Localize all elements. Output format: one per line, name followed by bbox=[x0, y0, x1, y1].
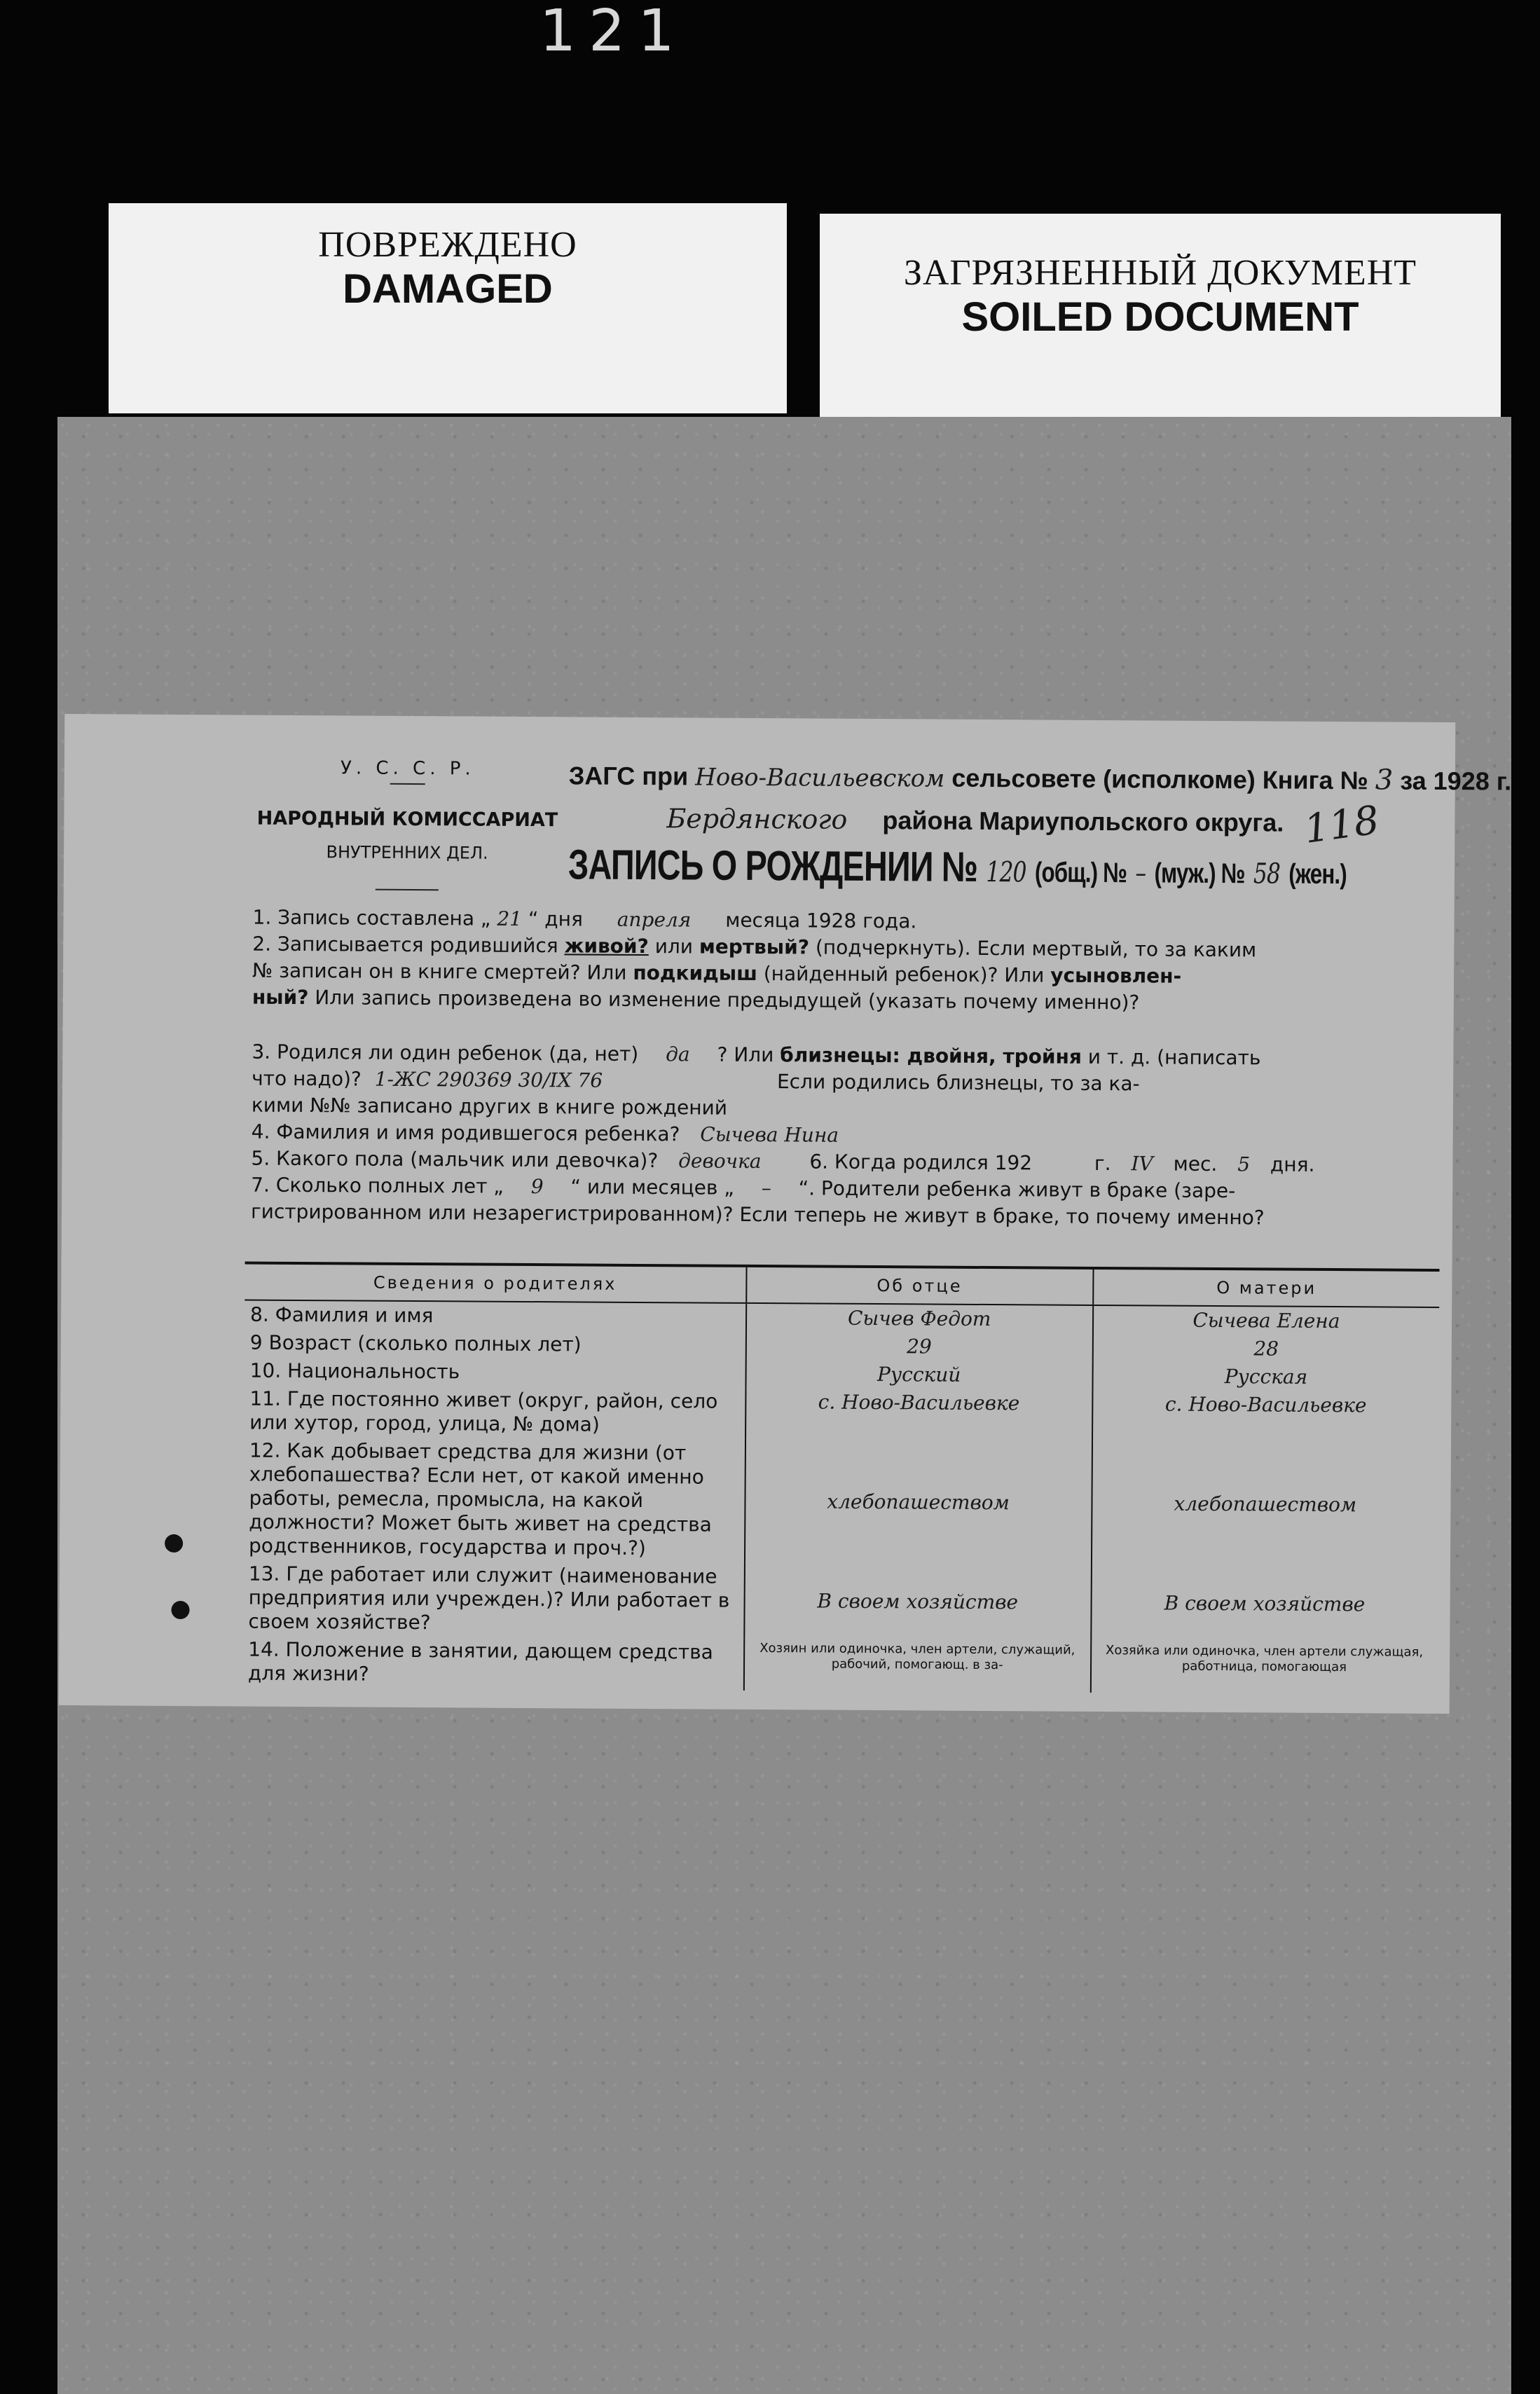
item-7-text: “. Родители ребенка живут в браке (заре- bbox=[798, 1176, 1236, 1203]
item-1-text: 1. Запись составлена „ bbox=[252, 905, 491, 930]
item-7-text: 7. Сколько полных лет „ bbox=[251, 1173, 504, 1198]
parents-table bbox=[242, 1262, 1440, 1695]
row-label: 8. Фамилия и имя bbox=[250, 1302, 434, 1328]
registry-header bbox=[568, 759, 1512, 894]
item-4-text: 4. Фамилия и имя родившегося ребенка? bbox=[251, 1120, 680, 1146]
adopted-option: усыновлен- bbox=[1050, 963, 1182, 988]
obshch-label: (общ.) № bbox=[1034, 857, 1127, 889]
age-months-handwritten: – bbox=[761, 1176, 771, 1200]
item-6-text: 6. Когда родился 192 bbox=[809, 1150, 1033, 1175]
muzh-label: (муж.) № bbox=[1154, 858, 1245, 890]
zhen-label: (жен.) bbox=[1288, 858, 1347, 890]
item-2-text: (найденный ребенок)? Или bbox=[763, 962, 1045, 987]
item-2-text: Или запись произведена во изменение предыдущей (указать почему именно)? bbox=[315, 986, 1140, 1014]
item-1-text: месяца 1928 года. bbox=[725, 908, 917, 933]
birth-month-handwritten: IV bbox=[1131, 1152, 1153, 1176]
birth-day-handwritten: 5 bbox=[1237, 1153, 1251, 1176]
col-mother-header: О матери bbox=[1093, 1268, 1440, 1307]
soviet-text: сельсовете (исполкоме) Книга № bbox=[951, 763, 1368, 795]
district-text: района Мариупольского округа. bbox=[882, 806, 1284, 837]
item-6-text: дня. bbox=[1270, 1153, 1315, 1176]
father-value: Сычев Федот bbox=[745, 1303, 1092, 1334]
item-3-text: Если родились близнецы, то за ка- bbox=[776, 1070, 1140, 1096]
mother-value: Хозяйка или одиночка, член артели служащая, работница, помогающая bbox=[1091, 1641, 1438, 1695]
soiled-label-en: SOILED DOCUMENT bbox=[961, 294, 1359, 340]
row-label: 9 Возраст (сколько полных лет) bbox=[249, 1330, 582, 1356]
sex-handwritten: девочка bbox=[678, 1149, 762, 1174]
item-2-text: 2. Записывается родившийся bbox=[252, 932, 558, 958]
item-2-text: (подчеркнуть). Если мертвый, то за каким bbox=[815, 935, 1257, 962]
item-1-text: “ дня bbox=[528, 907, 583, 931]
row-label: 13. Где работает или служит (наименование предприятия или учрежден.)? Или работает в своем хозяйстве? bbox=[248, 1562, 730, 1635]
frame-number: 121 bbox=[539, 0, 687, 64]
commissariat-label: НАРОДНЫЙ КОМИССАРИАТ bbox=[256, 807, 558, 832]
table-row bbox=[242, 1560, 1438, 1643]
item-3-text: 3. Родился ли один ребенок (да, нет) bbox=[252, 1040, 639, 1066]
item-7-text: гистрированном или незарегистрированном)? Если теперь не живут в браке, то почему именно? bbox=[250, 1199, 1265, 1230]
divider bbox=[390, 783, 425, 785]
child-name-handwritten: Сычева Нина bbox=[700, 1122, 839, 1147]
soiled-label-ru: ЗАГРЯЗНЕННЫЙ ДОКУМЕНТ bbox=[903, 253, 1417, 293]
mother-value: 28 bbox=[1092, 1334, 1438, 1364]
usr-label: У. С. С. Р. bbox=[340, 757, 475, 780]
punch-hole bbox=[165, 1534, 183, 1553]
mother-value: с. Ново-Васильевке bbox=[1092, 1390, 1439, 1444]
record-title-line bbox=[568, 840, 1347, 893]
item-2-text: № записан он в книге смертей? Или bbox=[252, 958, 627, 984]
item-3-text: ? Или bbox=[717, 1043, 774, 1067]
male-number-handwritten: – bbox=[1135, 857, 1146, 890]
col-father-header: Об отце bbox=[746, 1266, 1094, 1305]
internal-affairs-label: ВНУТРЕННИХ ДЕЛ. bbox=[326, 842, 488, 863]
mother-value: Сычева Елена bbox=[1093, 1305, 1439, 1336]
father-value: с. Ново-Васильевке bbox=[745, 1388, 1093, 1442]
dead-option: мертвый? bbox=[699, 935, 810, 959]
row-label: 11. Где постоянно живет (округ, район, село или хутор, город, улица, № дома) bbox=[249, 1387, 718, 1436]
village-handwritten: Ново-Васильевском bbox=[695, 763, 945, 793]
district-handwritten: Бердянского bbox=[666, 803, 848, 835]
divider bbox=[376, 889, 439, 891]
father-value: хлебопашеством bbox=[744, 1440, 1092, 1565]
issuer-block bbox=[239, 757, 576, 891]
soiled-label-card bbox=[820, 214, 1501, 431]
questions-block bbox=[251, 904, 1444, 1232]
twins-option: близнецы: двойня, тройня bbox=[780, 1043, 1082, 1068]
zags-line bbox=[568, 759, 1512, 797]
record-number-handwritten: 120 bbox=[986, 855, 1026, 889]
mother-value: хлебопашеством bbox=[1092, 1442, 1438, 1567]
item-3-text: кими №№ записано других в книге рождений bbox=[251, 1093, 728, 1120]
father-value: 29 bbox=[745, 1332, 1092, 1362]
alive-option: живой? bbox=[564, 934, 649, 958]
item-3-text: и т. д. (написать bbox=[1087, 1045, 1261, 1070]
col-info-header: Сведения о родителях bbox=[245, 1263, 746, 1303]
age-years-handwritten: 9 bbox=[530, 1175, 544, 1199]
district-line bbox=[568, 802, 1451, 839]
item-7-text: “ или месяцев „ bbox=[570, 1175, 734, 1199]
certificate-note-handwritten: 1-ЖС 290369 30/IX 76 bbox=[374, 1067, 603, 1092]
row-label: 14. Положение в занятии, дающем средства для жизни? bbox=[247, 1637, 713, 1686]
mother-value: В своем хозяйстве bbox=[1091, 1565, 1438, 1643]
year-text: за 1928 г. bbox=[1400, 766, 1512, 796]
zags-prefix: ЗАГС при bbox=[568, 761, 689, 791]
record-title: ЗАПИСЬ О РОЖДЕНИИ № bbox=[568, 841, 978, 890]
book-number-handwritten: 3 bbox=[1375, 764, 1394, 797]
margin-number: 118 bbox=[1301, 797, 1382, 853]
item-6-text: г. bbox=[1094, 1151, 1111, 1176]
damaged-label-en: DAMAGED bbox=[343, 266, 553, 312]
damaged-label-ru: ПОВРЕЖДЕНО bbox=[318, 225, 577, 265]
father-value: Хозяин или одиночка, член артели, служащий, рабочий, помогающ. в за- bbox=[743, 1639, 1091, 1693]
foundling-option: подкидыш bbox=[633, 961, 757, 985]
item-6-text: мес. bbox=[1173, 1152, 1218, 1176]
single-child-handwritten: да bbox=[666, 1043, 690, 1066]
table-row bbox=[242, 1636, 1437, 1695]
table-row bbox=[243, 1437, 1438, 1567]
mother-value: Русская bbox=[1092, 1362, 1438, 1392]
father-value: Русский bbox=[745, 1360, 1092, 1390]
table-row bbox=[244, 1385, 1438, 1444]
row-label: 12. Как добывает средства для жизни (от хлебопашества? Если нет, от какой именно работы, ремесла, промысла, на какой должности? Может быть живет на средства родственников, государства и проч.?) bbox=[248, 1438, 712, 1560]
item-1-day-handwritten: 21 bbox=[497, 907, 523, 930]
damaged-label-card bbox=[109, 203, 787, 413]
female-number-handwritten: 58 bbox=[1253, 858, 1281, 890]
punch-hole bbox=[171, 1601, 189, 1619]
birth-record-form bbox=[59, 714, 1512, 1714]
item-5-text: 5. Какого пола (мальчик или девочка)? bbox=[251, 1146, 659, 1173]
father-value: В своем хозяйстве bbox=[744, 1563, 1092, 1641]
item-2-text: или bbox=[654, 935, 694, 958]
row-label: 10. Национальность bbox=[249, 1358, 460, 1384]
item-3-text: что надо)? bbox=[252, 1066, 362, 1091]
adopted-option: ный? bbox=[252, 985, 309, 1010]
item-1-month-handwritten: апреля bbox=[617, 907, 692, 932]
